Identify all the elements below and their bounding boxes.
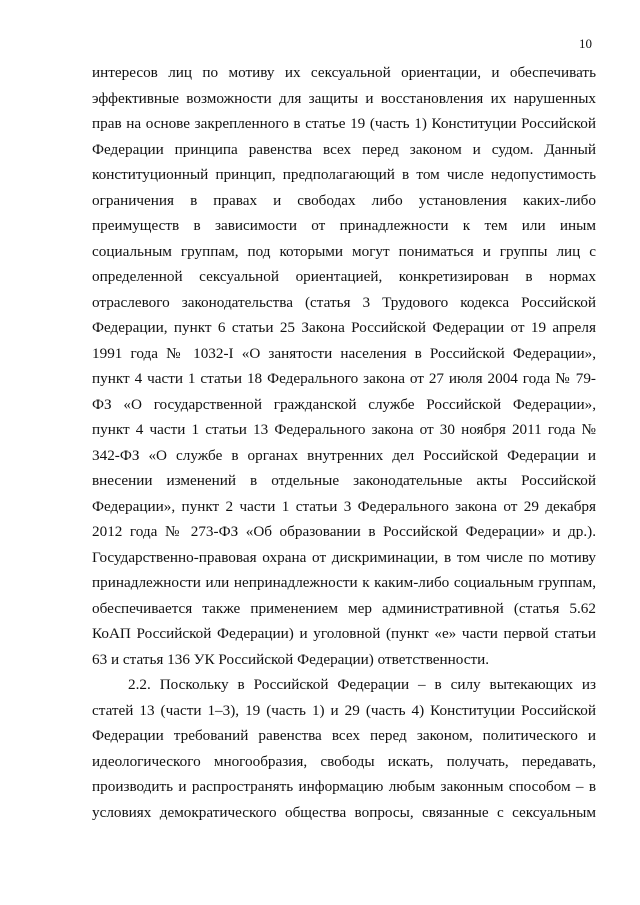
text-line: 2012 года № 273-ФЗ «Об образовании в Российской Федерации» и др.). — [92, 523, 596, 540]
text-line: определенной сексуальной ориентацией, конкретизирован в нормах — [92, 268, 596, 285]
text-line: 63 и статья 136 УК Российской Федерации) ответственности. — [92, 650, 490, 668]
text-line: 1991 года № 1032-I «О занятости населения в Российской Федерации», — [92, 344, 596, 362]
text-line: отраслевого законодательства (статья 3 Трудового кодекса Российской — [92, 293, 596, 311]
text-line: ограничения в правах и свободах либо установления каких-либо — [92, 191, 596, 209]
text-line: эффективные возможности для защиты и восстановления их нарушенных — [92, 89, 596, 107]
text-line: Федерации принципа равенства всех перед законом и судом. Данный — [92, 140, 596, 158]
text-line: обеспечивается также применением мер административной (статья 5.62 — [92, 599, 596, 617]
text-line: производить и распространять информацию любым законным способом – в — [92, 778, 596, 795]
text-line: преимуществ в зависимости от принадлежности к тем или иным — [92, 217, 596, 234]
text-line: Федерации», пункт 2 части 1 статьи 3 Федерального закона от 29 декабря — [92, 497, 596, 515]
page-number: 10 — [579, 36, 592, 51]
text-line: пункт 4 части 1 статьи 18 Федерального закона от 27 июля 2004 года № 79- — [92, 370, 596, 387]
text-line: интересов лиц по мотиву их сексуальной ориентации, и обеспечивать — [92, 64, 596, 81]
text-line: идеологического многообразия, свободы искать, получать, передавать, — [92, 752, 596, 770]
text-line: 2.2. Поскольку в Российской Федерации – в силу вытекающих из — [128, 676, 596, 693]
text-line: Государственно-правовая охрана от дискриминации, в том числе по мотиву — [92, 548, 596, 566]
text-line: прав на основе закрепленного в статье 19 (часть 1) Конституции Российской — [92, 115, 596, 132]
text-line: конституционный принцип, предполагающий в том числе недопустимость — [92, 166, 596, 183]
text-line: принадлежности или непринадлежности к каким-либо социальным группам, — [92, 574, 596, 591]
text-line: социальным группам, под которыми могут пониматься и группы лиц с — [92, 242, 596, 260]
text-line: статей 13 (части 1–3), 19 (часть 1) и 29 (часть 4) Конституции Российской — [92, 701, 596, 719]
text-line: пункт 4 части 1 статьи 13 Федерального закона от 30 ноября 2011 года № — [92, 421, 596, 438]
text-line: КоАП Российской Федерации) и уголовной (пункт «е» части первой статьи — [92, 625, 596, 642]
text-line: 342-ФЗ «О службе в органах внутренних дел Российской Федерации и — [92, 446, 596, 464]
text-line: Федерации требований равенства всех перед законом, политического и — [92, 727, 596, 744]
text-line: ФЗ «О государственной гражданской службе Российской Федерации», — [92, 395, 596, 413]
text-line: Федерации, пункт 6 статьи 25 Закона Российской Федерации от 19 апреля — [92, 319, 596, 336]
text-line: условиях демократического общества вопросы, связанные с сексуальным — [92, 803, 596, 821]
body-text — [92, 60, 596, 825]
text-line: внесении изменений в отдельные законодательные акты Российской — [92, 472, 596, 489]
